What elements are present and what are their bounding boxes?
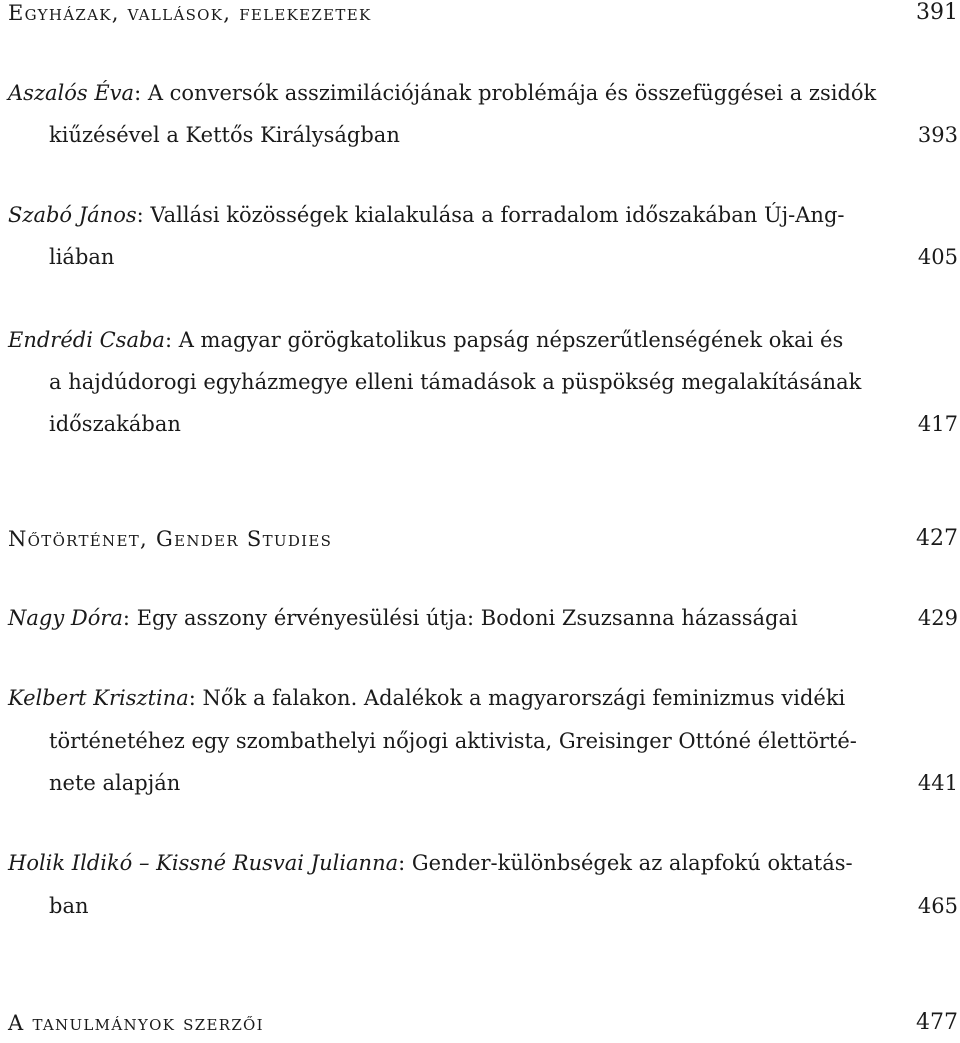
entry-title-continuation: a hajdúdorogi egyházmegye elleni támadások a püspökség megalakításának — [49, 370, 862, 394]
section-heading — [0, 0, 960, 33]
entry-title-text: A conversók asszimilációjának problémája és összefüggései a zsidók — [147, 81, 877, 105]
section-heading — [0, 1003, 960, 1043]
entry-first-line: Endrédi Csaba: A magyar görögkatolikus papság népszerűtlenségének okai és — [8, 328, 844, 352]
toc-entry-line — [0, 843, 960, 883]
toc-entry-line — [0, 721, 960, 761]
entry-title-continuation: nete alapján — [49, 771, 181, 795]
entry-page-number: 441 — [917, 771, 958, 795]
toc-entry-line — [0, 886, 960, 926]
section-heading — [0, 519, 960, 559]
section-title: Egyházak, vallások, felekezetek — [8, 1, 372, 25]
entry-page-number: 393 — [917, 123, 958, 147]
entry-page-number: 405 — [917, 245, 958, 269]
entry-first-line: Szabó János: Vallási közösségek kialakulása a forradalom időszakában Új-Ang- — [8, 203, 845, 227]
toc-entry-line — [0, 763, 960, 803]
entry-title-continuation: történetéhez egy szombathelyi nőjogi aktivista, Greisinger Ottóné élettörté- — [49, 729, 857, 753]
entry-first-line: Aszalós Éva: A conversók asszimilációjának problémája és összefüggései a zsidók — [8, 81, 877, 105]
entry-title-continuation: liában — [49, 245, 115, 269]
entry-title-continuation: időszakában — [49, 412, 181, 436]
toc-entry-line — [0, 195, 960, 235]
toc-entry-line — [0, 678, 960, 718]
entry-title-text: Egy asszony érvényesülési útja: Bodoni Zsuzsanna házasságai — [136, 606, 798, 630]
entry-title-continuation: ban — [49, 894, 89, 918]
toc-entry-line — [0, 73, 960, 113]
toc-entry-line — [0, 115, 960, 155]
entry-page-number: 465 — [917, 894, 958, 918]
entry-author: Endrédi Csaba — [8, 328, 165, 352]
toc-entry-line — [0, 404, 960, 444]
entry-first-line: Kelbert Krisztina: Nők a falakon. Adalékok a magyarországi feminizmus vidéki — [8, 686, 846, 710]
section-title: A tanulmányok szerzői — [8, 1011, 264, 1035]
entry-title-text: Nők a falakon. Adalékok a magyarországi feminizmus vidéki — [202, 686, 846, 710]
section-title: Nőtörténet, Gender Studies — [8, 527, 333, 551]
section-page-number: 477 — [916, 1010, 958, 1035]
toc-entry-line — [0, 320, 960, 360]
section-page-number: 391 — [916, 0, 958, 25]
entry-page-number: 429 — [917, 606, 958, 630]
entry-first-line: Holik Ildikó – Kissné Rusvai Julianna: Gender-különbségek az alapfokú oktatás- — [8, 851, 853, 875]
entry-title-text: Gender-különbségek az alapfokú oktatás- — [411, 851, 853, 875]
entry-title-continuation: kiűzésével a Kettős Királyságban — [49, 123, 400, 147]
entry-author: Holik Ildikó – Kissné Rusvai Julianna — [8, 851, 399, 875]
entry-author: Nagy Dóra — [8, 606, 123, 630]
toc-entry-line — [0, 598, 960, 638]
toc-entry-line — [0, 362, 960, 402]
entry-title-text: A magyar görögkatolikus papság népszerűtlenségének okai és — [178, 328, 844, 352]
entry-first-line: Nagy Dóra: Egy asszony érvényesülési útja: Bodoni Zsuzsanna házasságai — [8, 606, 798, 630]
entry-author: Aszalós Éva — [8, 81, 135, 105]
entry-title-text: Vallási közösségek kialakulása a forradalom időszakában Új-Ang- — [150, 203, 845, 227]
toc-entry-line — [0, 237, 960, 277]
section-page-number: 427 — [916, 526, 958, 551]
entry-author: Kelbert Krisztina — [8, 686, 189, 710]
entry-author: Szabó János — [8, 203, 137, 227]
entry-page-number: 417 — [917, 412, 958, 436]
